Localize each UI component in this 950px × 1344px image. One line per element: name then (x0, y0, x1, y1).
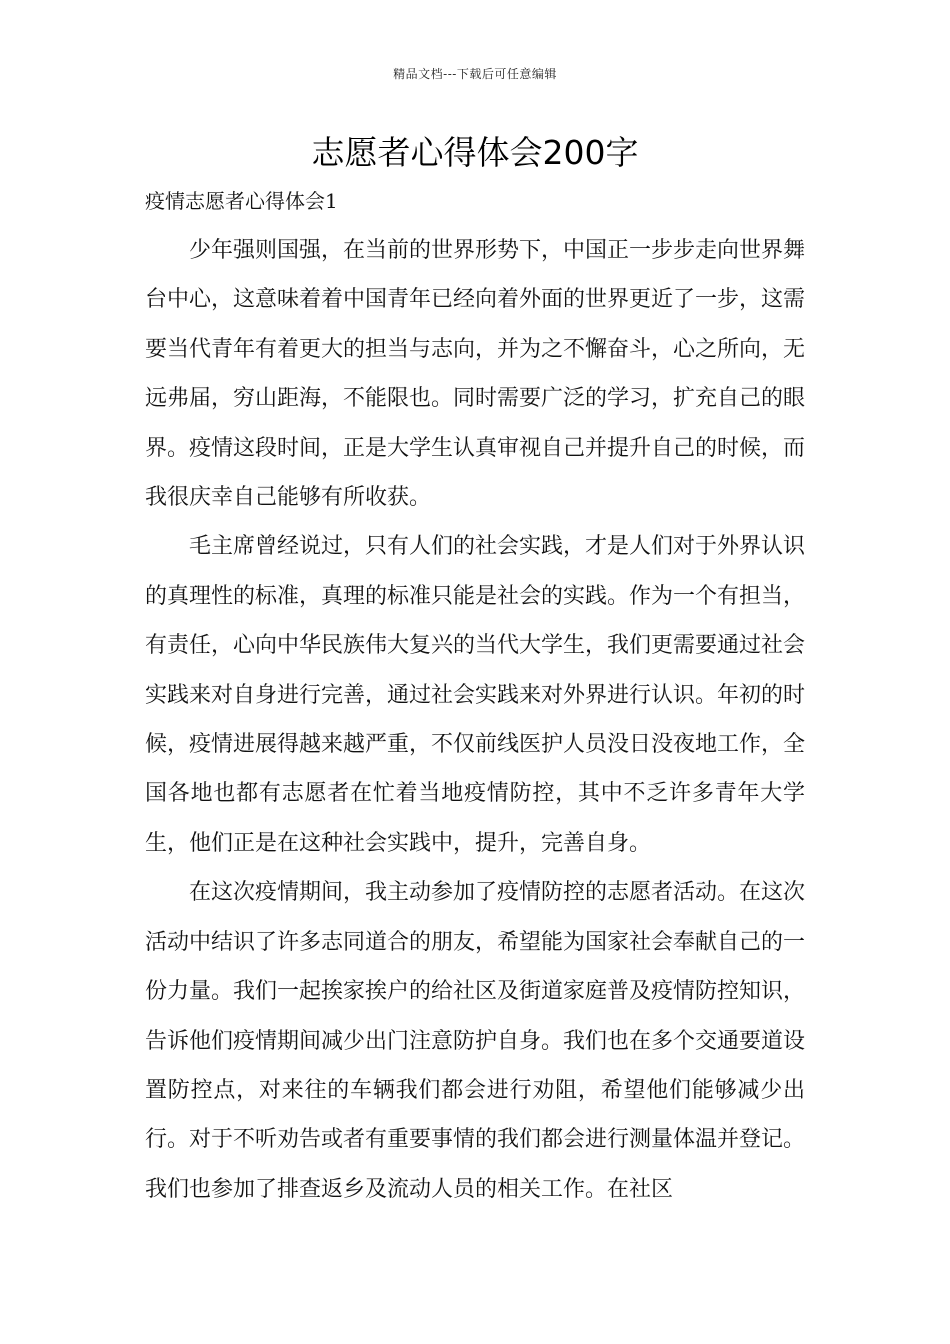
header-note: 精品文档---下载后可任意编辑 (393, 67, 557, 81)
document-title: 志愿者心得体会200字 (311, 133, 639, 172)
section-heading: 疫情志愿者心得体会1 (145, 189, 338, 213)
paragraph-3: 在这次疫情期间，我主动参加了疫情防控的志愿者活动。在这次活动中结识了许多志同道合的朋友，希望能为国家社会奉献自己的一份力量。我们一起挨家挨户的给社区及街道家庭普及疫情防控知识，告诉他们疫情期间减少出门注意防护自身。我们也在多个交通要道设置防控点，对来往的车辆我们都会进行劝阻，希望他们能够减少出行。对于不听劝告或者有重要事情的我们都会进行测量体温并登记。我们也参加了排查返乡及流动人员的相关工作。在社区 (145, 880, 806, 1202)
document-body (145, 226, 805, 1214)
paragraph-1: 少年强则国强，在当前的世界形势下，中国正一步步走向世界舞台中心，这意味着着中国青年已经向着外面的世界更近了一步，这需要当代青年有着更大的担当与志向，并为之不懈奋斗，心之所向，无远弗届，穷山距海，不能限也。同时需要广泛的学习，扩充自己的眼界。疫情这段时间，正是大学生认真审视自己并提升自己的时候，而我很庆幸自己能够有所收获。 (145, 238, 806, 511)
paragraph-2: 毛主席曾经说过，只有人们的社会实践，才是人们对于外界认识的真理性的标准，真理的标准只能是社会的实践。作为一个有担当，有责任，心向中华民族伟大复兴的当代大学生，我们更需要通过社会实践来对自身进行完善，通过社会实践来对外界进行认识。年初的时候，疫情进展得越来越严重，不仅前线医护人员没日没夜地工作，全国各地也都有志愿者在忙着当地疫情防控，其中不乏许多青年大学生，他们正是在这种社会实践中，提升，完善自身。 (145, 534, 806, 856)
